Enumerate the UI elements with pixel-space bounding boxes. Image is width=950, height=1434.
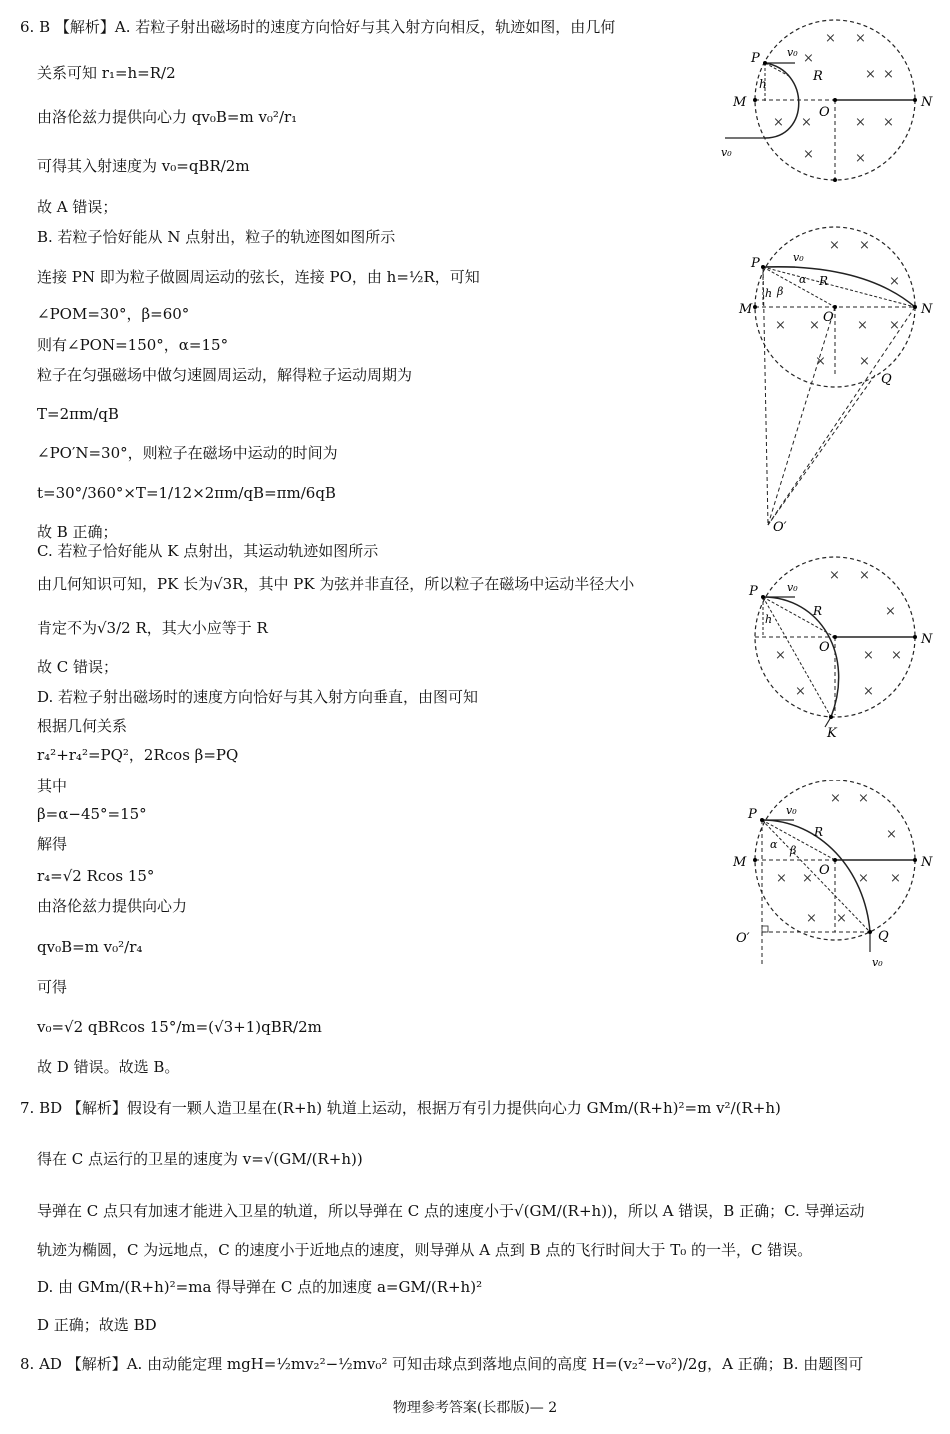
cross-mark: × <box>886 827 897 842</box>
label-O-prime: O′ <box>736 931 750 946</box>
cross-mark: × <box>775 648 786 663</box>
cross-mark: × <box>775 318 786 333</box>
label-v0: v₀ <box>721 146 732 159</box>
q6-line: 故 B 正确； <box>37 523 118 541</box>
label-K: K <box>827 726 837 741</box>
cross-mark: × <box>863 684 874 699</box>
cross-mark: × <box>773 115 784 130</box>
label-M: M <box>739 302 753 317</box>
q6-line: T=2πm/qB <box>37 405 119 423</box>
cross-mark: × <box>806 911 817 926</box>
q7-line: 导弹在 C 点只有加速才能进入卫星的轨道，所以导弹在 C 点的速度小于√(GM/(R+h))，所以 A 错误，B 正确；C. 导弹运动 <box>37 1202 865 1220</box>
label-N: N <box>921 632 933 647</box>
q6-line: 解得 <box>37 835 68 853</box>
label-R: R <box>819 274 829 288</box>
label-O: O <box>819 863 830 878</box>
cross-mark: × <box>829 238 840 253</box>
figure-1-diagram <box>715 10 940 190</box>
label-O-prime: O′ <box>773 520 787 535</box>
q6-line: 肯定不为√3/2 R，其大小应等于 R <box>37 619 268 637</box>
cross-mark: × <box>883 67 894 82</box>
label-N: N <box>921 855 933 870</box>
label-M: M <box>733 855 747 870</box>
q6-line: r₄=√2 Rcos 15° <box>37 867 155 885</box>
q8-head: 8. AD 【解析】A. 由动能定理 mgH=½mv₂²−½mv₀² 可知击球点到落地点间的高度 H=(v₂²−v₀²)/2g，A 正确；B. 由题图可 <box>20 1355 864 1373</box>
cross-mark: × <box>855 151 866 166</box>
q7-line: D 正确；故选 BD <box>37 1316 157 1334</box>
q6-line: 根据几何关系 <box>37 717 128 735</box>
q7-head: 7. BD 【解析】假设有一颗人造卫星在(R+h) 轨道上运动，根据万有引力提供向心力 GMm/(R+h)²=m v²/(R+h) <box>20 1099 781 1117</box>
label-Q: Q <box>881 372 892 387</box>
figure-2-diagram <box>735 225 940 535</box>
cross-mark: × <box>795 684 806 699</box>
q6-line: 故 C 错误； <box>37 658 119 676</box>
label-v0: v₀ <box>793 251 804 264</box>
cross-mark: × <box>836 911 847 926</box>
q6-line: 故 A 错误； <box>37 198 118 216</box>
label-R: R <box>814 825 824 839</box>
cross-mark: × <box>857 318 868 333</box>
label-v0: v₀ <box>786 804 797 817</box>
cross-mark: × <box>855 31 866 46</box>
cross-mark: × <box>801 115 812 130</box>
cross-mark: × <box>891 648 902 663</box>
q6-line: 关系可知 r₁=h=R/2 <box>37 64 176 82</box>
q6-line: 故 D 错误。故选 B。 <box>37 1058 180 1076</box>
label-h: h <box>759 77 767 91</box>
cross-mark: × <box>803 51 814 66</box>
cross-mark: × <box>858 791 869 806</box>
q6-line: β=α−45°=15° <box>37 805 147 823</box>
label-v0: v₀ <box>787 46 798 59</box>
q7-line: D. 由 GMm/(R+h)²=ma 得导弹在 C 点的加速度 a=GM/(R+h)² <box>37 1278 483 1296</box>
q6-line: 由几何知识可知，PK 长为√3R，其中 PK 为弦并非直径，所以粒子在磁场中运动半径大小 <box>37 575 635 593</box>
cross-mark: × <box>855 115 866 130</box>
q6-line: 由洛伦兹力提供向心力 qv₀B=m v₀²/r₁ <box>37 108 298 126</box>
cross-mark: × <box>809 318 820 333</box>
cross-mark: × <box>802 871 813 886</box>
label-P: P <box>748 807 757 822</box>
label-N: N <box>921 302 933 317</box>
label-P: P <box>751 51 760 66</box>
label-O: O <box>823 310 834 325</box>
label-R: R <box>813 604 823 618</box>
label-v0: v₀ <box>787 581 798 594</box>
q6-line: ∠PO′N=30°，则粒子在磁场中运动的时间为 <box>37 444 338 462</box>
cross-mark: × <box>890 871 901 886</box>
label-h: h <box>765 287 773 300</box>
label-O: O <box>819 640 830 655</box>
cross-mark: × <box>858 871 869 886</box>
label-O: O <box>819 105 830 120</box>
q7-line: 轨迹为椭圆，C 为远地点，C 的速度小于近地点的速度，则导弹从 A 点到 B 点的飞行时间大于 T₀ 的一半，C 错误。 <box>37 1241 813 1259</box>
label-alpha: α <box>799 273 807 286</box>
q6-line: v₀=√2 qBRcos 15°/m=(√3+1)qBR/2m <box>37 1018 322 1036</box>
figure-4-diagram <box>730 780 940 970</box>
cross-mark: × <box>889 274 900 289</box>
cross-mark: × <box>865 67 876 82</box>
label-M: M <box>733 95 747 110</box>
q6-line: t=30°/360°×T=1/12×2πm/qB=πm/6qB <box>37 484 336 502</box>
cross-mark: × <box>859 354 870 369</box>
label-alpha: α <box>770 838 778 851</box>
q7-line: 得在 C 点运行的卫星的速度为 v=√(GM/(R+h)) <box>37 1150 363 1168</box>
q6-line: 可得其入射速度为 v₀=qBR/2m <box>37 157 250 175</box>
q6-line: ∠POM=30°，β=60° <box>37 305 190 323</box>
cross-mark: × <box>859 568 870 583</box>
q6-head: 6. B 【解析】A. 若粒子射出磁场时的速度方向恰好与其入射方向相反，轨迹如图，由几何 <box>20 18 616 36</box>
label-v0: v₀ <box>872 956 883 969</box>
cross-mark: × <box>803 147 814 162</box>
label-beta: β <box>790 844 797 857</box>
cross-mark: × <box>776 871 787 886</box>
page-footer: 物理参考答案(长郡版)— 2 <box>392 1400 558 1416</box>
cross-mark: × <box>815 354 826 369</box>
cross-mark: × <box>885 604 896 619</box>
cross-mark: × <box>883 115 894 130</box>
label-R: R <box>813 69 823 84</box>
q6-line: 其中 <box>37 777 68 795</box>
cross-mark: × <box>830 791 841 806</box>
q6-line: qv₀B=m v₀²/r₄ <box>37 938 143 956</box>
q6-line: 则有∠PON=150°，α=15° <box>37 336 229 354</box>
q6-line: C. 若粒子恰好能从 K 点射出，其运动轨迹如图所示 <box>37 542 379 560</box>
figure-3-diagram <box>735 555 940 745</box>
label-P: P <box>751 256 760 271</box>
cross-mark: × <box>825 31 836 46</box>
q6-line: 由洛伦兹力提供向心力 <box>37 897 188 915</box>
q6-line: 连接 PN 即为粒子做圆周运动的弦长，连接 PO，由 h=½R，可知 <box>37 268 480 286</box>
cross-mark: × <box>863 648 874 663</box>
cross-mark: × <box>829 568 840 583</box>
q6-line: B. 若粒子恰好能从 N 点射出，粒子的轨迹图如图所示 <box>37 228 396 246</box>
q6-line: D. 若粒子射出磁场时的速度方向恰好与其入射方向垂直，由图可知 <box>37 688 479 706</box>
label-N: N <box>921 95 933 110</box>
cross-mark: × <box>889 318 900 333</box>
label-h: h <box>765 613 773 626</box>
q6-line: r₄²+r₄²=PQ²，2Rcos β=PQ <box>37 746 239 764</box>
q6-line: 可得 <box>37 978 68 996</box>
label-Q: Q <box>878 929 889 944</box>
label-P: P <box>749 584 758 599</box>
cross-mark: × <box>859 238 870 253</box>
q6-line: 粒子在匀强磁场中做匀速圆周运动，解得粒子运动周期为 <box>37 366 413 384</box>
label-beta: β <box>777 285 784 298</box>
